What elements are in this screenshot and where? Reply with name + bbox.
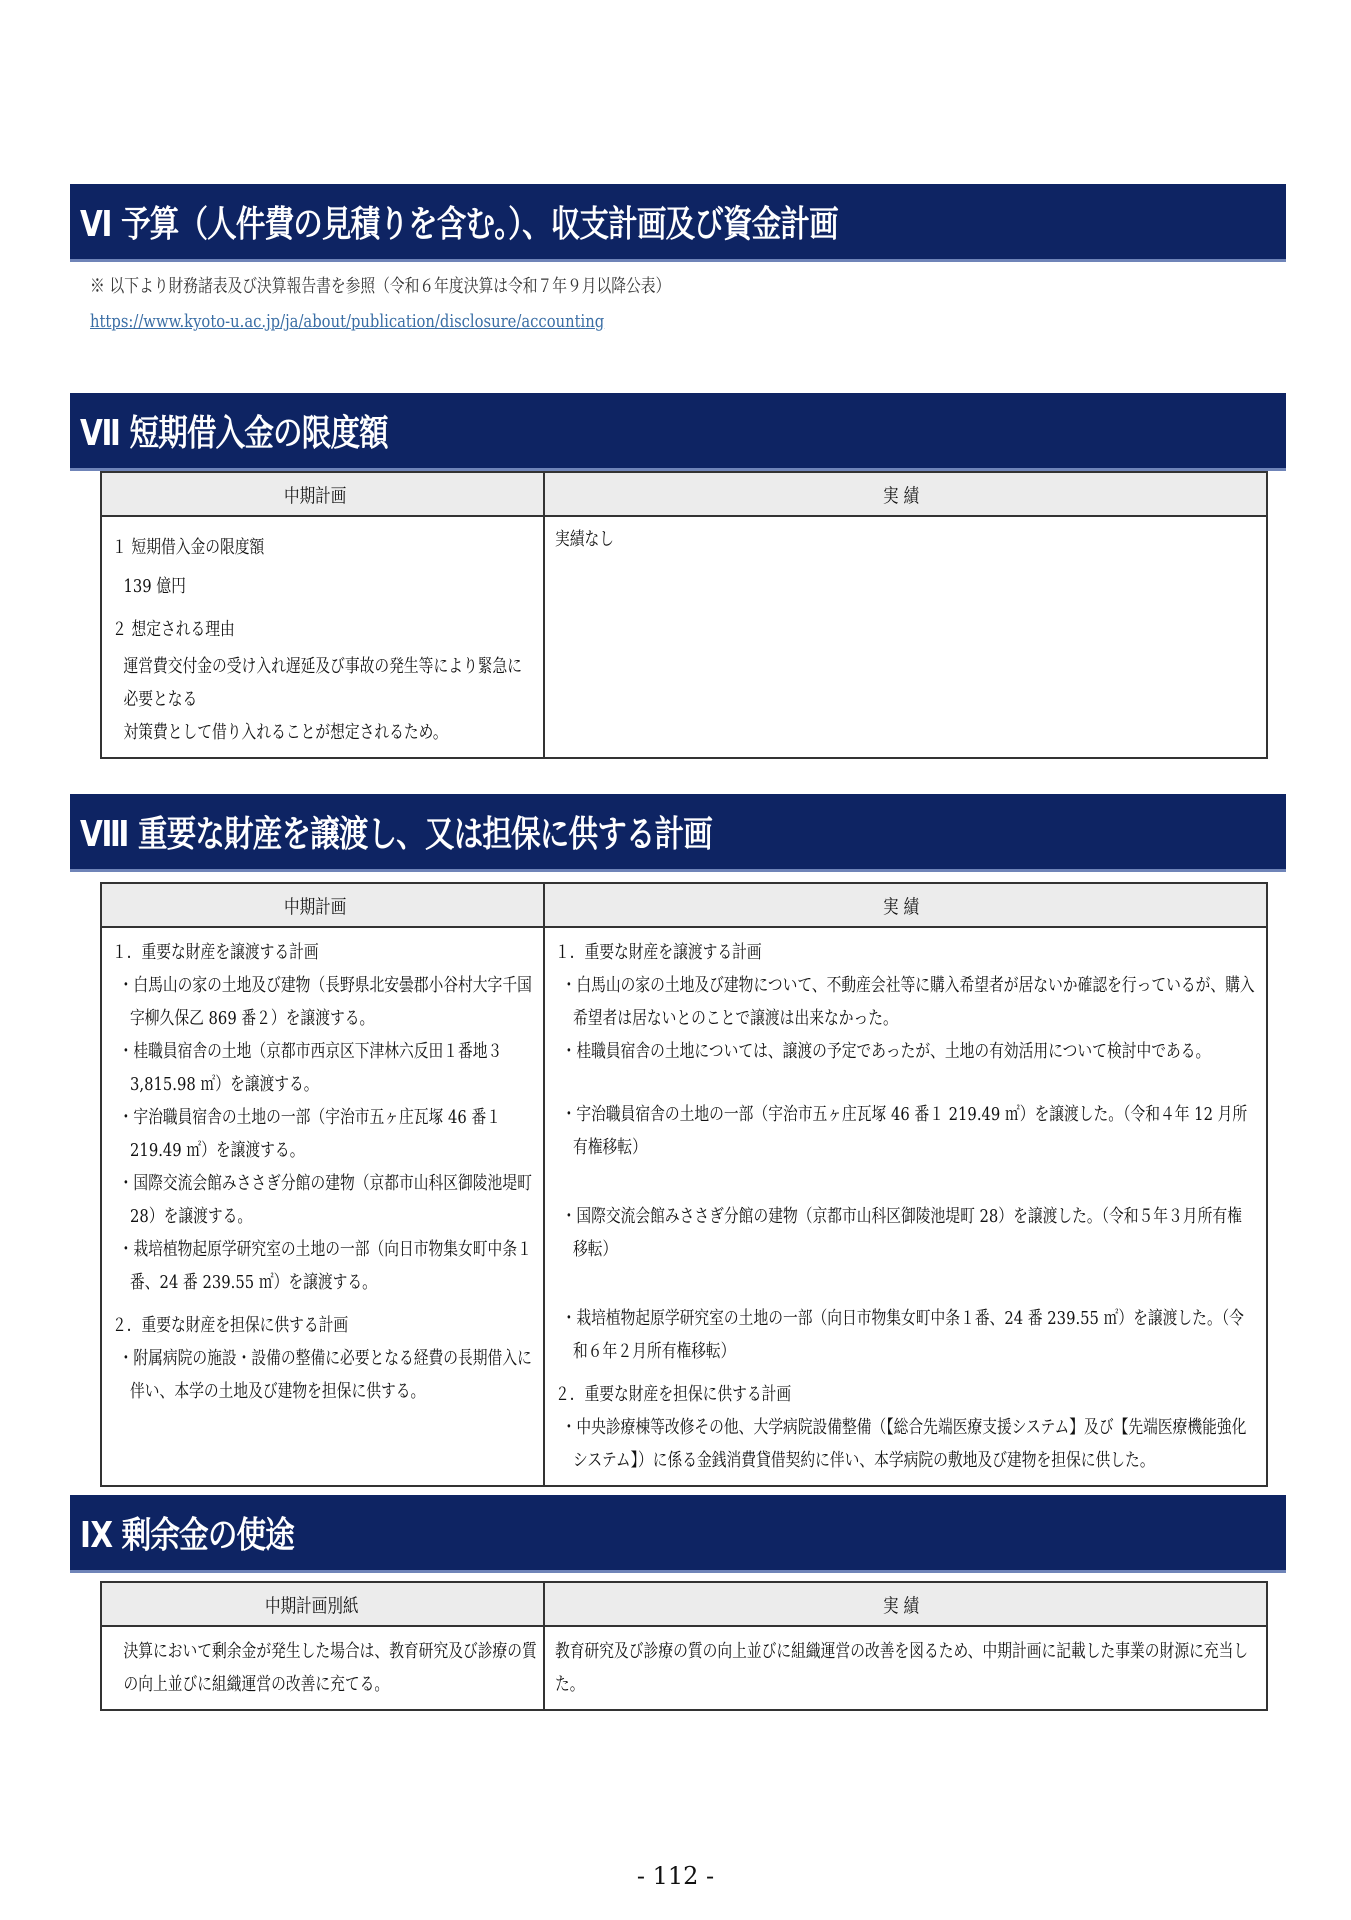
section-9-table (100, 1581, 1268, 1711)
section-8-title: Ⅷ 重要な財産を譲渡し、又は担保に供する計画 (80, 814, 713, 855)
plan-cell (101, 1626, 544, 1710)
accounting-link[interactable]: https://www.kyoto-u.ac.jp/ja/about/publication/disclosure/accounting (90, 311, 605, 332)
section-8-table (100, 882, 1268, 1487)
plan-bullet-2: ・桂職員宿舎の土地（京都市西京区下津林六反田１番地３ 3,815.98 ㎡）を譲渡する。 (118, 1041, 503, 1095)
plan-heading-1: １．重要な財産を譲渡する計画 (112, 942, 319, 963)
result-bullet-4: ・国際交流会館みささぎ分館の建物（京都市山科区御陵池堤町 28）を譲渡した。（令和５年３月所有権移転） (561, 1206, 1242, 1260)
plan-heading-2: ２．重要な財産を担保に供する計画 (112, 1315, 349, 1336)
col-header-result: 実 績 (544, 472, 1267, 516)
plan-text-2a: 運営費交付金の受け入れ遅延及び事故の発生等により緊急に必要となる (123, 656, 523, 710)
col-header-result: 実 績 (544, 883, 1267, 927)
plan-text-2b: 対策費として借り入れることが想定されるため。 (123, 722, 448, 743)
col-header-plan: 中期計画 (101, 472, 544, 516)
plan-bullet-4: ・国際交流会館みささぎ分館の建物（京都市山科区御陵池堤町 28）を譲渡する。 (118, 1173, 532, 1227)
result-text: 教育研究及び診療の質の向上並びに組織運営の改善を図るため、中期計画に記載した事業の財源に充当した。 (555, 1641, 1249, 1695)
result-text: 実績なし (555, 529, 615, 550)
result-heading-1: １．重要な財産を譲渡する計画 (555, 942, 762, 963)
result-bullet-5: ・栽培植物起原学研究室の土地の一部（向日市物集女町中条１番、24 番 239.55 ㎡）を譲渡した。（令和６年２月所有権移転） (561, 1308, 1244, 1362)
section-6-header (70, 184, 1286, 262)
section-8-header (70, 794, 1286, 872)
section-7-table (100, 471, 1268, 759)
result-cell (544, 1626, 1267, 1710)
result-cell (544, 516, 1267, 758)
plan-bullet-3: ・宇治職員宿舎の土地の一部（宇治市五ヶ庄瓦塚 46 番１ 219.49 ㎡）を譲渡する。 (118, 1107, 501, 1161)
plan-bullet-1: ・白馬山の家の土地及び建物（長野県北安曇郡小谷村大字千国字柳久保乙 869 番２）を譲渡する。 (118, 975, 532, 1029)
section-9-header (70, 1495, 1286, 1573)
plan-heading-2: ２ 想定される理由 (112, 619, 235, 640)
section-6-link-row (90, 311, 604, 332)
section-6-title: Ⅵ 予算（人件費の見積りを含む。）、収支計画及び資金計画 (80, 204, 838, 245)
result-bullet-3: ・宇治職員宿舎の土地の一部（宇治市五ヶ庄瓦塚 46 番１ 219.49 ㎡）を譲渡した。（令和４年 12 月所有権移転） (561, 1104, 1248, 1158)
result-cell (544, 927, 1267, 1486)
col-header-plan: 中期計画別紙 (101, 1582, 544, 1626)
section-7-header (70, 393, 1286, 471)
plan-value-1: 139 億円 (123, 576, 186, 597)
plan-text: 決算において剰余金が発生した場合は、教育研究及び診療の質の向上並びに組織運営の改善に充てる。 (123, 1641, 537, 1695)
plan-cell (101, 927, 544, 1486)
col-header-result: 実 績 (544, 1582, 1267, 1626)
col-header-plan: 中期計画 (101, 883, 544, 927)
section-9-title: Ⅸ 剰余金の使途 (80, 1515, 294, 1556)
result-bullet-1: ・白馬山の家の土地及び建物について、不動産会社等に購入希望者が居ないか確認を行っているが、購入希望者は居ないとのことで譲渡は出来なかった。 (561, 975, 1255, 1029)
plan-bullet-6: ・附属病院の施設・設備の整備に必要となる経費の長期借入に伴い、本学の土地及び建物を担保に供する。 (118, 1348, 532, 1402)
result-heading-2: ２．重要な財産を担保に供する計画 (555, 1384, 792, 1405)
plan-heading-1: １ 短期借入金の限度額 (112, 537, 265, 558)
plan-bullet-5: ・栽培植物起原学研究室の土地の一部（向日市物集女町中条１番、24 番 239.55 ㎡）を譲渡する。 (118, 1239, 532, 1293)
section-7-title: Ⅶ 短期借入金の限度額 (80, 413, 388, 454)
plan-cell (101, 516, 544, 758)
page-number: - 112 - (636, 1862, 715, 1890)
result-bullet-6: ・中央診療棟等改修その他、大学病院設備整備（【総合先端医療支援システム】及び【先端医療機能強化システム】）に係る金銭消費貸借契約に伴い、本学病院の敷地及び建物を担保に供した。 (561, 1417, 1247, 1471)
section-6-note: ※ 以下より財務諸表及び決算報告書を参照（令和６年度決算は令和７年９月以降公表） (90, 276, 671, 297)
result-bullet-2: ・桂職員宿舎の土地については、譲渡の予定であったが、土地の有効活用について検討中である。 (561, 1041, 1211, 1062)
